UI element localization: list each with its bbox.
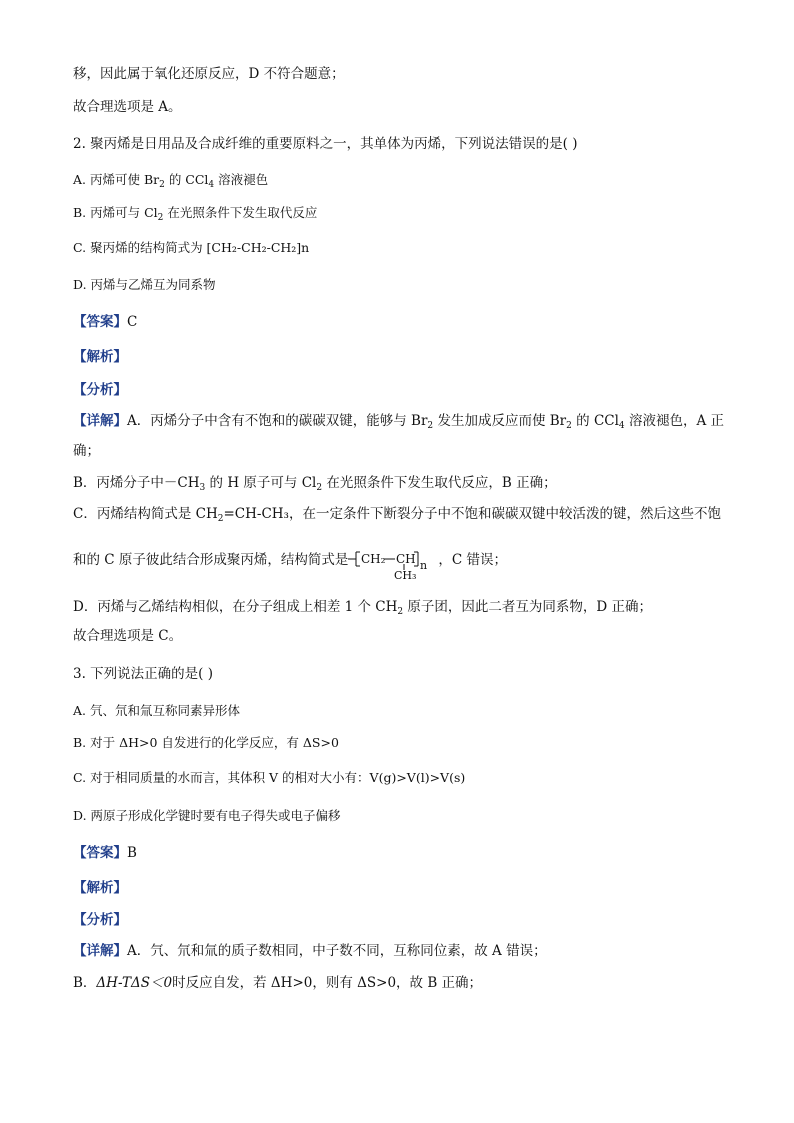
- text-line-1: 移，因此属于氧化还原反应，D 不符合题意；: [73, 66, 345, 82]
- answer-2: [73, 312, 734, 332]
- text-line-2: 故合理选项是 A。: [73, 99, 182, 115]
- detail-2-c-line1: C．丙烯结构简式是 $CH_2=CH$-CH₃，在一定条件下断裂分子中不饱和碳碳双键中较活泼的键，然后这些不饱: [73, 506, 721, 524]
- question-3-option-d: D. 两原子形成化学键时要有电子得失或电子偏移: [73, 808, 341, 823]
- detail-3-b: B．ΔH-TΔS＜0时反应自发，若 ΔH>0，则有 ΔS>0，故 B 正确；: [73, 975, 483, 991]
- fenxi-2-heading: 【分析】: [73, 382, 127, 398]
- question-3-option-a: A. 氕、氘和氚互称同素异形体: [73, 703, 240, 718]
- conclusion-2: 故合理选项是 C。: [73, 628, 183, 644]
- question-2-stem: 2. 聚丙烯是日用品及合成纤维的重要原料之一，其单体为丙烯，下列说法错误的是( ): [73, 136, 578, 152]
- question-3-option-b: B. 对于 ΔH>0 自发进行的化学反应，有 ΔS>0: [73, 735, 339, 750]
- detail-2-d: D．丙烯与乙烯结构相似，在分子组成上相差 1 个 $CH_2$ 原子团，因此二者互为同系物，D 正确；: [73, 599, 653, 617]
- option-c-formula: [CH₂-CH₂-CH₂]n: [206, 240, 310, 255]
- detail-2-b: B．丙烯分子中$-CH_3$ 的 H 原子可与 $Cl_2$ 在光照条件下发生取代反应，B 正确；: [73, 475, 557, 493]
- detail-2-a: 【详解】A．丙烯分子中含有不饱和的碳碳双键，能够与 $Br_2$ 发生加成反应而使 $Br_2$ 的 CCl$_4$ 溶液褪色，A 正: [73, 413, 724, 431]
- answer-tag: 【答案】: [73, 845, 127, 861]
- poly-ch: CH: [396, 551, 417, 566]
- poly-ch3: CH₃: [394, 568, 417, 579]
- question-2-option-c: C. 聚丙烯的结构简式为 [CH₂-CH₂-CH₂]n: [73, 240, 310, 255]
- detail-3-a: 【详解】A．氕、氘和氚的质子数相同，中子数不同，互称同位素，故 A 错误；: [73, 943, 547, 959]
- gibbs-formula: ΔH-TΔS＜0: [96, 975, 173, 991]
- poly-ch2: CH₂: [361, 551, 386, 566]
- question-2-option-d: D. 丙烯与乙烯互为同系物: [73, 277, 216, 292]
- fenxi-3-heading: 【分析】: [73, 912, 127, 928]
- answer-3: [73, 843, 734, 863]
- question-2-option-b: B. 丙烯可与 $Cl_2$ 在光照条件下发生取代反应: [73, 205, 318, 223]
- question-3-option-c: C. 对于相同质量的水而言，其体积 V 的相对大小有：V(g)>V(l)>V(s): [73, 770, 466, 785]
- detail-2-a-cont: 确；: [73, 443, 100, 459]
- answer-tag: 【答案】: [73, 314, 127, 330]
- poly-n: n: [420, 558, 428, 572]
- analysis-3-heading: 【解析】: [73, 880, 127, 896]
- polypropylene-structure: [348, 551, 438, 579]
- detail-2-c-line2: 和的 C 原子彼此结合形成聚丙烯，结构简式是 CH₂ CH n CH₃ ，C 错误；: [73, 550, 734, 571]
- analysis-2-heading: 【解析】: [73, 349, 127, 365]
- answer-value: C: [127, 314, 138, 330]
- question-2-option-a: A. 丙烯可使 $Br_2$ 的 CCl$_4$ 溶液褪色: [73, 172, 269, 190]
- answer-value: B: [127, 845, 137, 861]
- question-3-stem: 3. 下列说法正确的是( ): [73, 666, 213, 682]
